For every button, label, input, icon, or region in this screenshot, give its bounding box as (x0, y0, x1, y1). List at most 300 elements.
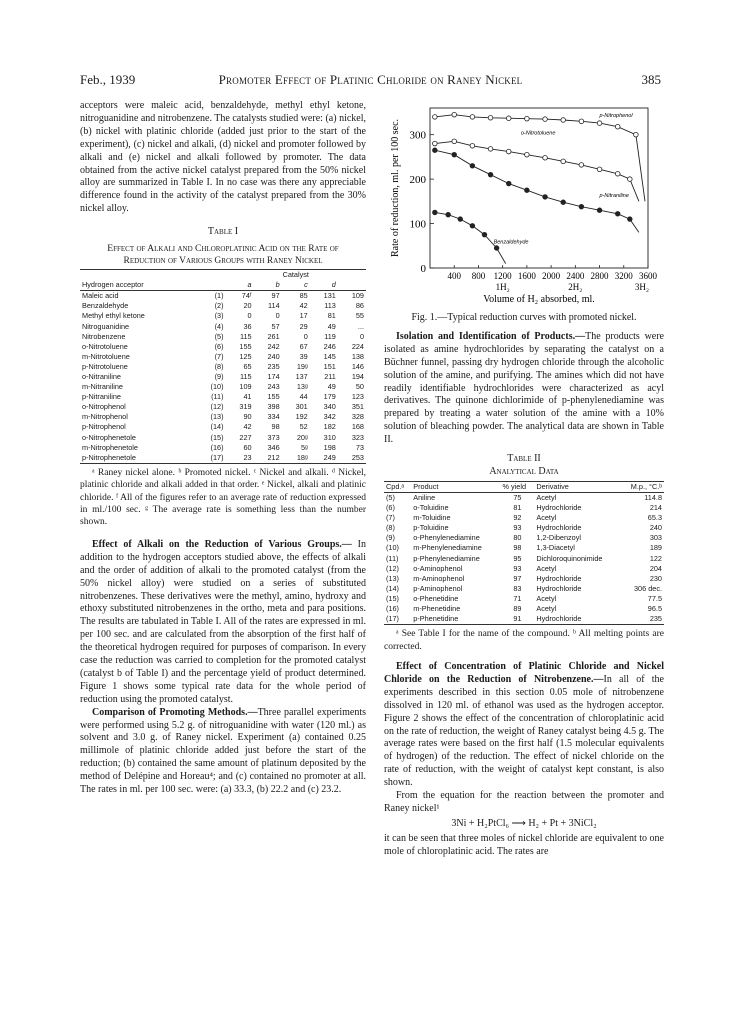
table1-cell: 211 (324, 372, 336, 381)
table2-cell: m-Toluidine (413, 513, 451, 523)
data-point (488, 115, 493, 120)
table1-cell: 39 (299, 351, 308, 361)
table2-cell: 95 (513, 553, 522, 563)
table2-cell: p-Phenetidine (413, 614, 459, 624)
data-point (597, 167, 602, 172)
t2-head-yield: % yield (502, 481, 527, 491)
table2-row (384, 574, 664, 584)
table1-cell: 5ᵍ (300, 442, 308, 452)
intro-paragraph: acceptors were maleic acid, benzaldehyde, methyl ethyl ketone, nitroguanidine and nitrobenzene. The catalysts studied were: (a) nickel, (b) nickel with platinic chloride (added just prior to the start of the experiment), (c) nickel and alkali, (d) nickel and promoter followed by alkali and (e) nickel and alkali followed by promoter. The data obtained from the active nickel catalyst prepared from the 50% nickel alloy are summarized in Table I. In no case was there any appreciable difference found in the activity of the catalyst prepared from the 30% nickel alloy. (80, 100, 366, 215)
table1-cell: (5) (214, 331, 224, 341)
table1-cell: 23 (243, 452, 252, 462)
methods-text: Three parallel experiments were performed using 5.2 g. of nitroguanidine with water (120 ml.) as solvent and 3.0 g. of Raney nickel. Experiment (a) contained 0.25 millimole of platinic chloride added just before the start of the reduction; (b) contained the same amount of platinum deposited by the method of Delépine and Horeau⁴; and (c) contained no promoter at all. The rates in ml. per 100 sec. were: (a) 33.3, (b) 22.2 and (c) 23.2. (80, 706, 366, 796)
table1-cell: 60 (243, 442, 252, 452)
table2-header-row (384, 482, 664, 493)
data-point (561, 159, 566, 164)
alkali-heading: Effect of Alkali on the Reduction of Various Groups.— (92, 538, 352, 550)
table2-cell: p-Aminophenol (413, 583, 463, 593)
table2-cell: 189 (649, 543, 662, 553)
x-tick-label: 3200 (614, 271, 633, 281)
table2-title: Analytical Data (489, 465, 559, 477)
table1-row (80, 342, 366, 352)
data-point (433, 148, 438, 153)
table1-cell: 123 (351, 392, 364, 402)
table2-cell: Acetyl (536, 563, 557, 573)
right-column (384, 100, 664, 859)
table2-cell: 71 (513, 593, 522, 603)
y-tick-label: 200 (409, 174, 426, 187)
table2-cell: o-Aminophenol (413, 563, 463, 573)
table1-cell: 310 (323, 432, 336, 442)
table2-cell: 230 (649, 573, 662, 583)
table2-cell: 240 (649, 523, 662, 533)
table1-cell-acceptor: m-Nitrotoluene (82, 351, 130, 361)
table2-cell: (14) (386, 583, 399, 593)
table1-cell: 13ᵍ (296, 382, 308, 392)
table2-cell: 80 (513, 533, 522, 543)
table2-cell: 114.8 (644, 492, 662, 502)
data-point (488, 172, 493, 177)
table1-cell: 168 (351, 422, 364, 432)
table1-cell: 212 (267, 452, 280, 462)
x-tick-label: 800 (471, 271, 486, 281)
table1-cell-acceptor: p-Nitraniline (82, 392, 121, 402)
data-point (543, 155, 548, 160)
table1-cell: ... (357, 321, 364, 331)
table2-cell: Hydrochloride (536, 614, 582, 624)
table1-cell: 81 (327, 311, 336, 321)
table1-cell: 55 (355, 311, 364, 321)
page-number: 385 (641, 72, 661, 87)
table1-row (80, 291, 366, 301)
table2-cell: 97 (513, 573, 522, 583)
table2-cell: Aniline (413, 492, 436, 502)
table1-cell: 137 (295, 372, 308, 381)
table1-cell: (17) (210, 452, 224, 462)
table1-row (80, 453, 366, 463)
table2-cell: m-Aminophenol (413, 573, 465, 583)
table1-cell: (14) (210, 422, 224, 432)
table1-cell-acceptor: p-Nitrophenol (82, 422, 126, 432)
table2-cell: o-Toluidine (413, 503, 449, 513)
x-tick-label: 400 (447, 271, 461, 281)
running-header (80, 72, 661, 88)
data-point (452, 112, 457, 117)
table1-cell: (8) (214, 361, 224, 371)
table1-cell: 86 (355, 301, 364, 311)
data-point (525, 188, 530, 193)
t2-head-mp: M.p., °C.ᵇ (630, 481, 662, 491)
table1-cell: 240 (267, 351, 280, 361)
figure-1 (384, 100, 664, 350)
table1-cell: 113 (324, 301, 336, 311)
table1-row (80, 311, 366, 321)
table1-cell: 18ᵍ (296, 452, 308, 462)
table2-cell: 81 (513, 503, 522, 513)
table1-header-row (80, 280, 366, 291)
data-point (543, 117, 548, 122)
table2-cell: (9) (386, 533, 395, 543)
table1-cell-acceptor: Nitrobenzene (82, 331, 126, 341)
table2-cell: (11) (386, 553, 399, 563)
x-tick-label: 1600 (517, 271, 536, 281)
table2-cell: Acetyl (536, 492, 557, 502)
table2-cell: p-Phenylenediamine (413, 553, 480, 563)
table2-cell: 303 (649, 533, 662, 543)
table1-cell: 41 (243, 392, 252, 402)
table1-cell-acceptor: Benzaldehyde (82, 301, 129, 311)
table1-row (80, 301, 366, 311)
data-point (561, 200, 566, 205)
col-b: b (275, 280, 280, 290)
table2-cell: Hydrochloride (536, 523, 582, 533)
table2-cell: (7) (386, 513, 395, 523)
table2-row (384, 513, 664, 523)
table1-cell: (7) (214, 351, 224, 361)
table1-cell: 235 (267, 361, 280, 371)
table1-cell-acceptor: o-Nitrotoluene (82, 341, 128, 351)
series-line (435, 112, 645, 202)
table2-footnote: ᵃ See Table I for the name of the compound. ᵇ All melting points are corrected. (384, 629, 664, 652)
table1-cell: 253 (351, 452, 364, 462)
x-tick-label: 1200 (493, 271, 512, 281)
table1-cell: (12) (210, 402, 224, 412)
series-label: p-Nitrophenol (599, 112, 633, 119)
table2-cell: (13) (386, 573, 399, 583)
data-point (615, 124, 620, 129)
table2-row (384, 564, 664, 574)
table2-cell: (16) (386, 604, 399, 613)
table1-cell: 20ᵍ (296, 432, 308, 442)
table1 (80, 269, 366, 463)
table1-cell: (4) (214, 321, 224, 331)
data-point (452, 152, 457, 157)
x-tick-label: 2400 (566, 271, 585, 281)
table1-cell: 73 (355, 442, 364, 452)
col-d: d (331, 280, 336, 290)
table1-cell: 85 (299, 291, 308, 301)
table2-cell: 75 (513, 492, 522, 502)
table1-cell: 373 (267, 432, 280, 442)
table1-cell: 57 (271, 321, 280, 331)
alkali-paragraph (80, 539, 366, 707)
table2-cell: (10) (386, 543, 399, 553)
table1-cell-acceptor: p-Nitrophenetole (82, 452, 136, 462)
table2-cell: (6) (386, 503, 395, 513)
table1-cell: 109 (239, 382, 252, 392)
t2-head-product: Product (413, 481, 439, 491)
table1-header-catalyst (80, 270, 366, 280)
data-point (433, 115, 438, 120)
table1-title: Effect of Alkali and Chloroplatinic Acid on the Rate of Reduction of Various Groups with Raney Nickel (107, 244, 339, 267)
table1-row (80, 332, 366, 342)
table2-cell: Hydrochloride (536, 503, 582, 513)
catalyst-heading: Catalyst (282, 270, 309, 280)
data-point (506, 149, 511, 154)
table2 (384, 481, 664, 624)
table2-cell: 235 (649, 614, 662, 624)
data-point (488, 147, 493, 152)
table1-row (80, 402, 366, 412)
header-date: Feb., 1939 (80, 72, 136, 87)
figure-1-caption: Fig. 1.—Typical reduction curves with promoted nickel. (411, 312, 637, 323)
table1-cell: 115 (239, 331, 252, 341)
table2-cell: Acetyl (536, 593, 557, 603)
table1-row (80, 412, 366, 422)
series-line (435, 150, 639, 232)
table2-cell: 214 (649, 503, 662, 513)
table1-cell: 0 (359, 331, 364, 341)
table2-cell: 306 dec. (634, 583, 662, 593)
data-point (433, 141, 438, 146)
data-point (561, 118, 566, 123)
table1-cell: (10) (210, 382, 224, 392)
series-label: o-Nitrotoluene (520, 130, 556, 137)
table1-cell: 328 (351, 412, 364, 422)
table2-cell: 98 (513, 543, 522, 553)
table2-row (384, 493, 664, 503)
table1-cell: 67 (299, 341, 308, 351)
table1-cell: 198 (323, 442, 336, 452)
table1-cell: 346 (267, 442, 280, 452)
data-point (452, 139, 457, 144)
table1-cell: (6) (214, 341, 224, 351)
h2-marker-label: 3H₂ (634, 282, 650, 292)
col-c: c (304, 280, 308, 290)
table2-cell: Acetyl (536, 513, 557, 523)
data-point (543, 195, 548, 200)
table1-row (80, 422, 366, 432)
table1-row (80, 352, 366, 362)
data-point (597, 121, 602, 126)
table1-cell: 115 (239, 372, 252, 381)
table2-cell: 65.3 (647, 513, 662, 523)
data-point (470, 115, 475, 120)
table1-cell: 0 (303, 331, 308, 341)
table1-cell: 49 (327, 382, 336, 392)
table2-label: Table II (507, 453, 541, 465)
table2-cell: (5) (386, 492, 395, 502)
h2-marker-label: 2H₂ (568, 282, 583, 292)
table1-cell-acceptor: p-Nitrotoluene (82, 361, 128, 371)
table1-footnote: ᵃ Raney nickel alone. ᵇ Promoted nickel. ᶜ Nickel and alkali. ᵈ Nickel, platinic chloride and alkali added in that order. ᵉ Nickel, alkali and platinic chloride. ᶠ All of the figures refer to an average rate of reduction expressed in ml./100 sec. ᵍ The average rate is something less than the number shown. (80, 467, 366, 528)
table1-cell: 0 (247, 311, 252, 321)
table1-cell: 119 (324, 331, 336, 341)
data-point (470, 143, 475, 148)
table1-cell: 319 (239, 402, 252, 412)
col-a: a (247, 280, 252, 290)
data-point (470, 223, 475, 228)
table2-cell: p-Toluidine (413, 523, 449, 533)
after-equation-text: it can be seen that three moles of nickel chloride are equivalent to one mole of chloroplatinic acid. The rates are (384, 832, 664, 857)
data-point (628, 217, 633, 222)
table1-cell: 44 (299, 392, 308, 402)
table1-cell: 42 (243, 422, 252, 432)
table1-cell: (13) (210, 412, 224, 422)
table1-cell: 17 (299, 311, 308, 321)
table1-cell-acceptor: Methyl ethyl ketone (82, 311, 145, 321)
table1-cell: 52 (299, 422, 308, 432)
table2-cell: m-Phenetidine (413, 604, 461, 613)
table1-cell: 155 (267, 392, 280, 402)
table2-cell: (8) (386, 523, 395, 533)
table2-row (384, 533, 664, 543)
table2-row (384, 543, 664, 553)
x-tick-label: 2000 (542, 271, 561, 281)
concentration-paragraph (384, 661, 664, 790)
table1-cell: (3) (214, 311, 224, 321)
table2-cell: 96.5 (647, 604, 662, 613)
table1-cell: 174 (267, 372, 280, 381)
concentration-text: In all of the experiments described in this section 0.05 mole of nitrobenzene dissolved in 120 ml. of ethanol was used as the hydrogen acceptor. Figure 2 shows the effect of the concentration of chloroplatinic acid on the rate of reduction, the weight of Raney catalyst being 4.5 g. The average rates were based on the first half (1.5 molecular equivalents of hydrogen) of the reduction. The effect of nickel chloride on the rate of reduction, with the weight of catalyst kept constant, is also shown. (384, 673, 664, 789)
data-point (597, 208, 602, 213)
table1-cell: (1) (214, 291, 224, 301)
table2-row (384, 523, 664, 533)
t2-head-cpd: Cpd.ᵃ (386, 481, 405, 491)
table1-cell: 50 (355, 382, 364, 392)
alkali-text: In addition to the hydrogen acceptors studied above, the effects of alkali and the order of addition of alkali to the promoted catalyst (from the 50% nickel alloy) were studied on a series of substituted nitrobenzenes. These derivatives were the methyl, amino, hydroxy and ethoxy substituted nitrobenzenes in the ortho, meta and para positions. The results are tabulated in Table I. All of the rates are expressed in ml. per 100 sec. and are calculated from the absorption of the first half of the theoretical hydrogen required for purposes of comparison. In every case the reduction was carried to completion for the promoted catalyst (catalyst b of Table I) and the percentage yield of product determined. Figure 1 shows some typical rate data for the whole period of reduction using the promoted catalyst. (80, 538, 367, 705)
table1-cell: 49 (327, 321, 336, 331)
table1-row (80, 433, 366, 443)
data-point (506, 181, 511, 186)
table1-cell: 65 (243, 361, 252, 371)
table1-cell: 0 (275, 311, 280, 321)
x-tick-label: 3600 (639, 271, 657, 281)
table2-row (384, 594, 664, 604)
table2-cell: 1,3-Diacetyl (536, 543, 575, 553)
methods-heading: Comparison of Promoting Methods.— (92, 706, 258, 718)
data-point (525, 152, 530, 157)
table1-cell: 351 (351, 402, 364, 412)
data-point (628, 177, 633, 182)
table1-cell: 192 (295, 412, 308, 422)
data-point (615, 171, 620, 176)
table1-cell-acceptor: Nitroguanidine (82, 321, 130, 331)
table2-cell: (15) (386, 593, 399, 603)
table1-row (80, 382, 366, 392)
table1-row (80, 322, 366, 332)
y-axis-label: Rate of reduction, ml. per 100 sec. (390, 118, 401, 258)
table1-cell: 97 (271, 291, 280, 301)
table2-cell: 92 (513, 513, 522, 523)
table1-row (80, 392, 366, 402)
table1-cell-acceptor: m-Nitrophenetole (82, 442, 138, 452)
x-tick-label: 2800 (590, 271, 609, 281)
table1-cell: 151 (323, 361, 336, 371)
table1-cell: 36 (243, 321, 252, 331)
table1-cell: 242 (267, 341, 280, 351)
series-label: p-Nitraniline (599, 192, 629, 199)
table1-row (80, 362, 366, 372)
table2-cell: 83 (513, 583, 522, 593)
table1-cell: 29 (299, 321, 308, 331)
table2-cell: Dichloroquinonimide (536, 553, 603, 563)
table2-cell: 89 (513, 604, 522, 613)
table2-cell: 204 (649, 563, 662, 573)
table2-cell: 1,2-Dibenzoyl (536, 533, 581, 543)
data-point (525, 116, 530, 121)
table2-cell: 77.5 (647, 593, 662, 603)
data-point (458, 217, 463, 222)
y-tick-label: 300 (409, 129, 426, 142)
table1-cell: 114 (268, 301, 280, 311)
table1-cell: (9) (214, 372, 224, 381)
table1-cell: 90 (243, 412, 252, 422)
table1-cell: 74ᶠ (241, 291, 252, 301)
table2-cell: o-Phenetidine (413, 593, 459, 603)
table2-cell: Hydrochloride (536, 573, 582, 583)
table1-cell: 398 (267, 402, 280, 412)
series-label: Benzaldehyde (493, 239, 529, 246)
table1-row (80, 443, 366, 453)
table1-cell: 227 (239, 432, 252, 442)
data-point (615, 211, 620, 216)
acceptor-heading: Hydrogen acceptor (82, 280, 144, 290)
table1-cell: (11) (211, 392, 224, 402)
table1-cell: 138 (351, 351, 364, 361)
h2-marker-label: 1H₂ (495, 282, 510, 292)
methods-paragraph (80, 707, 366, 797)
table2-cell: Hydrochloride (536, 583, 582, 593)
table1-cell: 131 (323, 291, 336, 301)
table1-cell: 98 (271, 422, 280, 432)
table1-cell: (15) (210, 432, 224, 442)
series-line (435, 212, 506, 263)
table1-cell: 146 (351, 361, 364, 371)
table1-cell: 19ᵍ (296, 361, 308, 371)
table1-cell-acceptor: o-Nitrophenol (82, 402, 126, 412)
table1-label: Table I (207, 226, 239, 238)
table1-cell: 246 (323, 341, 336, 351)
table1-cell: 224 (351, 341, 364, 351)
data-point (634, 132, 639, 137)
table2-cell: 93 (513, 563, 522, 573)
table2-cell: Acetyl (536, 604, 557, 613)
table1-cell-acceptor: m-Nitrophenol (82, 412, 128, 422)
isolation-text: The products were isolated as amine hydrochlorides by separating the catalyst on a Büchner funnel, passing dry hydrogen chloride through the alcoholic solution of the amine, and purifying. The amines which did not have readily identifiable hydrochlorides were characterized as acyl derivatives. The quinone dichlorimide of p-phenylenediamine was prepared by treating a water solution of the amine with a 10% solution of bleaching powder. The analytical data are shown in Table II. (384, 330, 664, 446)
concentration-heading: Effect of Concentration of Platinic Chloride and Nickel Chloride on the Reduction of Nitrobenzene.— (384, 661, 664, 685)
table1-cell: 125 (239, 351, 252, 361)
data-point (446, 212, 451, 217)
table1-cell: 20 (243, 301, 252, 311)
data-point (494, 246, 499, 251)
table1-cell: 42 (299, 301, 308, 311)
table2-cell: 93 (513, 523, 522, 533)
left-column (80, 100, 366, 797)
table1-cell: 301 (295, 402, 308, 412)
table1-cell: (2) (214, 301, 224, 311)
table1-row (80, 372, 366, 382)
table1-cell: 334 (267, 412, 280, 422)
y-tick-label: 0 (420, 263, 426, 275)
table2-cell: 91 (513, 614, 522, 624)
data-point (482, 232, 487, 237)
table1-cell-acceptor: o-Nitraniline (82, 372, 121, 381)
data-point (433, 210, 438, 215)
equation-intro: From the equation for the reaction between the promoter and Raney nickel¹ (384, 790, 664, 814)
table1-cell: 340 (323, 402, 336, 412)
table1-cell: 179 (323, 392, 336, 402)
y-tick-label: 100 (409, 218, 426, 231)
table1-cell: 261 (267, 331, 280, 341)
header-title: Promoter Effect of Platinic Chloride on Raney Nickel (218, 72, 523, 87)
table1-cell: 109 (351, 291, 364, 301)
data-point (579, 163, 584, 168)
x-axis-label: Volume of H₂ absorbed, ml. (483, 294, 595, 305)
table2-cell: (12) (386, 563, 399, 573)
table2-cell: (17) (386, 614, 399, 624)
table1-cell-acceptor: Maleic acid (82, 291, 119, 301)
